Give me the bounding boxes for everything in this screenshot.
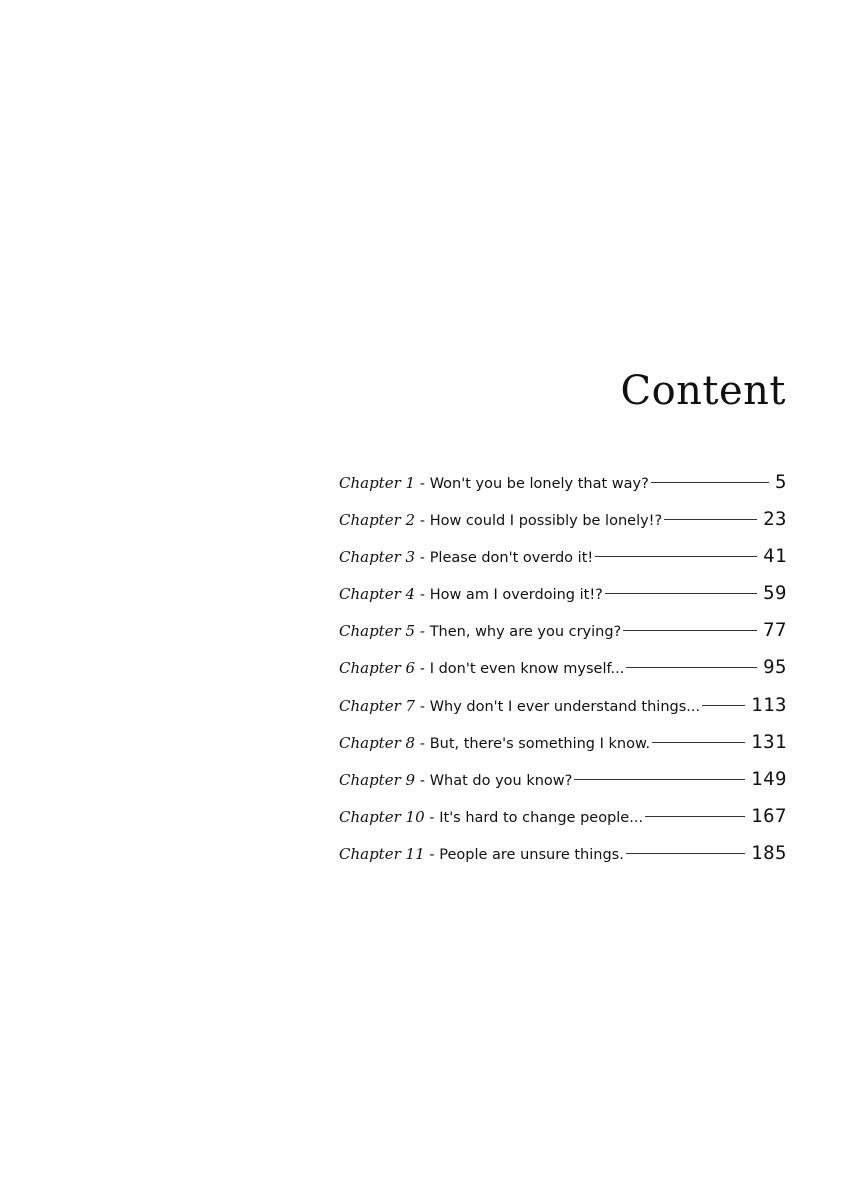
toc-chapter-title: Why don't I ever understand things... xyxy=(429,698,701,715)
toc-page-number: 149 xyxy=(751,767,787,790)
toc-chapter-title: Please don't overdo it! xyxy=(429,550,594,567)
toc-entry-6 xyxy=(339,649,787,686)
toc-leader-line xyxy=(651,482,769,483)
toc-separator: - xyxy=(415,696,430,715)
toc-chapter-number: Chapter 9 xyxy=(339,770,416,789)
toc-chapter-title: It's hard to change people... xyxy=(439,809,644,826)
toc-chapter-number: Chapter 8 xyxy=(339,733,416,752)
toc-separator: - xyxy=(415,585,430,604)
toc-chapter-title: People are unsure things. xyxy=(439,846,624,863)
toc-leader-line xyxy=(626,667,757,668)
toc-chapter-title: How could I possibly be lonely!? xyxy=(429,513,663,530)
toc-entry-9 xyxy=(339,761,787,798)
toc-page-number: 23 xyxy=(763,508,787,531)
toc-separator: - xyxy=(415,733,430,752)
toc-leader-line xyxy=(605,593,757,594)
toc-leader-line xyxy=(664,519,757,520)
toc-separator: - xyxy=(415,511,430,530)
toc-page-number: 59 xyxy=(763,582,787,605)
toc-chapter-title: Then, why are you crying? xyxy=(429,624,622,641)
toc-leader-line xyxy=(645,816,745,817)
toc-page-number: 77 xyxy=(763,619,787,642)
toc-separator: - xyxy=(415,474,430,492)
toc-entry-5 xyxy=(339,612,787,649)
toc-chapter-title: How am I overdoing it!? xyxy=(429,587,603,604)
toc-leader-line xyxy=(623,630,757,631)
toc-chapter-number: Chapter 10 xyxy=(339,807,425,826)
toc-page-number: 5 xyxy=(775,471,787,493)
toc-chapter-number: Chapter 7 xyxy=(339,696,416,715)
table-of-contents xyxy=(339,464,787,872)
toc-chapter-title: Won't you be lonely that way? xyxy=(429,476,649,492)
toc-chapter-title: What do you know? xyxy=(429,772,573,789)
toc-chapter-number: Chapter 1 xyxy=(339,474,416,492)
toc-page-number: 113 xyxy=(751,693,787,716)
toc-entry-7 xyxy=(339,687,787,724)
page-title: Content xyxy=(620,368,786,414)
toc-page-number: 95 xyxy=(763,656,787,679)
toc-separator: - xyxy=(424,844,440,863)
toc-chapter-title: I don't even know myself... xyxy=(429,661,625,678)
toc-chapter-number: Chapter 6 xyxy=(339,659,416,678)
toc-leader-line xyxy=(574,779,745,780)
toc-entry-11 xyxy=(339,835,787,872)
toc-entry-8 xyxy=(339,724,787,761)
toc-entry-3 xyxy=(339,538,787,575)
toc-page-number: 185 xyxy=(751,841,787,864)
toc-page-number: 41 xyxy=(763,545,787,568)
toc-page-number: 167 xyxy=(751,804,787,827)
toc-chapter-title: But, there's something I know. xyxy=(429,735,651,752)
toc-entry-1 xyxy=(339,464,787,501)
toc-separator: - xyxy=(415,548,430,567)
toc-leader-line xyxy=(702,705,745,706)
toc-page-number: 131 xyxy=(751,730,787,753)
toc-separator: - xyxy=(415,770,430,789)
toc-separator: - xyxy=(415,622,430,641)
toc-leader-line xyxy=(626,853,745,854)
toc-entry-4 xyxy=(339,575,787,612)
toc-chapter-number: Chapter 3 xyxy=(339,548,416,567)
toc-separator: - xyxy=(415,659,430,678)
toc-chapter-number: Chapter 2 xyxy=(339,511,416,530)
toc-entry-10 xyxy=(339,798,787,835)
toc-leader-line xyxy=(652,742,745,743)
toc-leader-line xyxy=(595,556,757,557)
toc-chapter-number: Chapter 4 xyxy=(339,585,416,604)
toc-separator: - xyxy=(424,807,440,826)
toc-chapter-number: Chapter 11 xyxy=(339,844,425,863)
toc-chapter-number: Chapter 5 xyxy=(339,622,416,641)
toc-entry-2 xyxy=(339,501,787,538)
